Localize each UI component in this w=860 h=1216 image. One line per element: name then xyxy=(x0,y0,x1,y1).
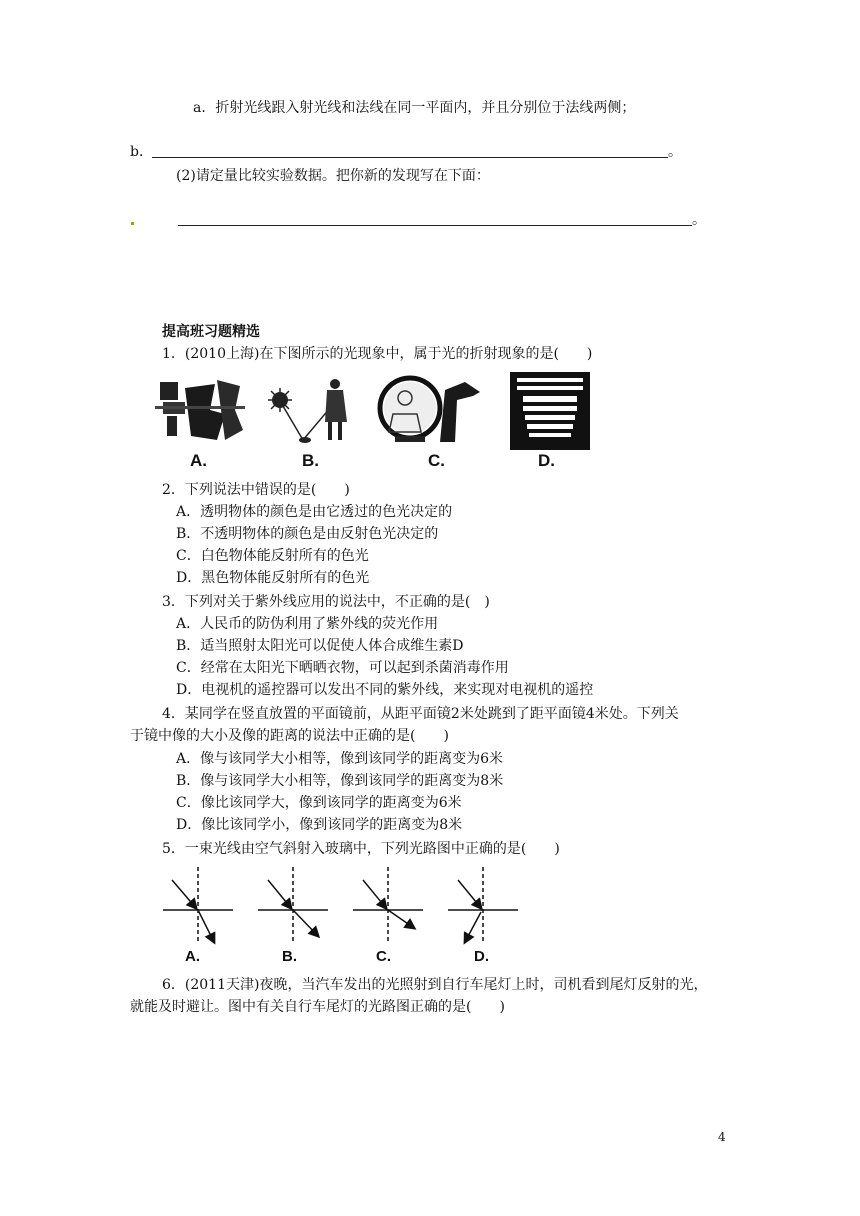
figure-1-label-b: B. xyxy=(302,451,319,470)
statement-b-end: 。 xyxy=(668,144,682,160)
question-6-stem-line2: 就能及时避让。图中有关自行车尾灯的光路图正确的是( ) xyxy=(130,999,505,1015)
question-3-stem: 3．下列对关于紫外线应用的说法中，不正确的是( ) xyxy=(162,594,490,610)
bullet-marker xyxy=(131,222,134,225)
question-5-figure xyxy=(158,862,530,947)
question-2-option-a: A．透明物体的颜色是由它透过的色光决定的 xyxy=(176,504,453,520)
statement-a: a．折射光线跟入射光线和法线在同一平面内，并且分别位于法线两侧； xyxy=(193,100,636,116)
question-3-option-b: B．适当照射太阳光可以促使人体合成维生素D xyxy=(176,638,464,654)
figure-a-image xyxy=(155,380,245,440)
question-3-option-c: C．经常在太阳光下晒晒衣物，可以起到杀菌消毒作用 xyxy=(176,660,509,676)
figure-5c-diagram xyxy=(353,867,423,944)
question-4-stem-line2: 于镜中像的大小及像的距离的说法中正确的是( ) xyxy=(130,728,449,744)
question-2-option-d: D．黑色物体能反射所有的色光 xyxy=(176,570,370,586)
figure-b-image xyxy=(268,379,347,443)
figure-5-label-c: C. xyxy=(376,948,391,965)
question-4-option-b: B．像与该同学大小相等，像到该同学的距离变为8米 xyxy=(176,773,504,789)
page-number: 4 xyxy=(718,1130,726,1144)
figure-5-label-b: B. xyxy=(282,948,297,965)
question-2-prompt: (2)请定量比较实验数据。把你新的发现写在下面： xyxy=(176,168,490,184)
figure-5b-diagram xyxy=(258,867,328,944)
question-2-option-b: B．不透明物体的颜色是由反射色光决定的 xyxy=(176,526,439,542)
question-1-stem: 1．(2010上海)在下图所示的光现象中，属于光的折射现象的是( ) xyxy=(162,346,593,362)
question-3-option-d: D．电视机的遥控器可以发出不同的紫外线，来实现对电视机的遥控 xyxy=(176,682,594,698)
question-1-figure xyxy=(155,370,595,475)
figure-c-image xyxy=(380,378,480,442)
figure-1-label-c: C. xyxy=(428,451,445,470)
question-5-stem: 5．一束光线由空气斜射入玻璃中，下列光路图中正确的是( ) xyxy=(162,841,560,857)
answer-blank-findings[interactable] xyxy=(178,225,692,226)
question-2-stem: 2．下列说法中错误的是( ) xyxy=(162,482,350,498)
question-6-stem-line1: 6．(2011天津)夜晚，当汽车发出的光照射到自行车尾灯上时，司机看到尾灯反射的光， xyxy=(162,977,708,993)
figure-d-image xyxy=(510,372,590,450)
question-4-option-a: A．像与该同学大小相等，像到该同学的距离变为6米 xyxy=(176,751,504,767)
figure-5d-diagram xyxy=(448,867,518,944)
figure-5a-diagram xyxy=(163,867,233,944)
figure-5-label-a: A. xyxy=(185,948,200,965)
statement-b-prefix: b． xyxy=(130,144,153,160)
figure-1-label-d: D. xyxy=(538,451,555,470)
figure-1-label-a: A. xyxy=(190,451,207,470)
question-3-option-a: A．人民币的防伪利用了紫外线的荧光作用 xyxy=(176,616,439,632)
question-4-option-c: C．像比该同学大，像到该同学的距离变为6米 xyxy=(176,795,462,811)
question-2-option-c: C．白色物体能反射所有的色光 xyxy=(176,548,369,564)
answer-blank-b[interactable] xyxy=(152,157,668,158)
question-4-stem-line1: 4．某同学在竖直放置的平面镜前，从距平面镜2米处跳到了距平面镜4米处。下列关 xyxy=(162,706,679,722)
figure-5-label-d: D. xyxy=(474,948,489,965)
section-title: 提高班习题精选 xyxy=(162,324,260,340)
answer-end: 。 xyxy=(692,212,706,228)
question-4-option-d: D．像比该同学小，像到该同学的距离变为8米 xyxy=(176,817,463,833)
